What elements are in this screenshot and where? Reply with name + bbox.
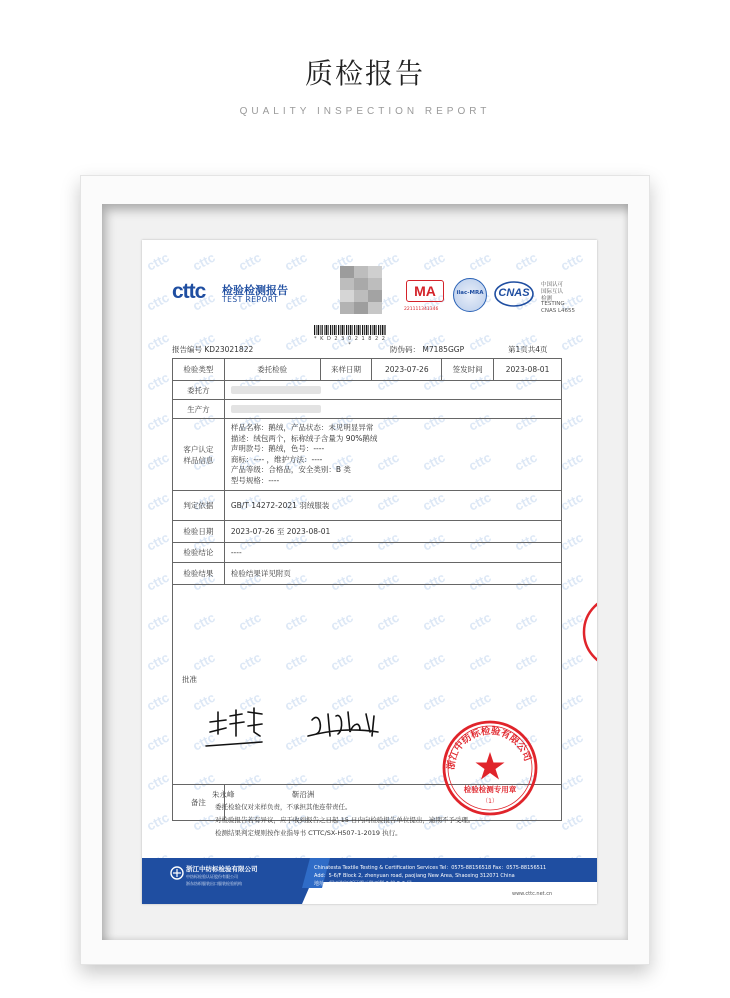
cnas-line-3: 检测 xyxy=(541,296,553,302)
cma-mark: MA xyxy=(406,280,444,302)
cell-value: 委托检验 xyxy=(224,359,320,381)
partial-seal xyxy=(580,592,597,672)
cell-label: 签发时间 xyxy=(442,359,494,381)
remark-line: 检测结果判定规则按作业指导书 CTTC/SX-H507-1-2019 执行。 xyxy=(215,829,402,837)
redacted-manufacturer xyxy=(224,400,561,419)
footer-company-sub-1: 中纺标检验认证股份有限公司 xyxy=(186,874,238,879)
official-seal xyxy=(440,718,540,818)
table-row xyxy=(173,419,562,491)
cnas-line-5: CNAS L4655 xyxy=(541,308,576,314)
cnas-label: CNAS xyxy=(498,287,530,299)
sample-line: 样品名称：鹅绒，产品状态：未见明显异常 xyxy=(230,423,374,432)
cnas-line-1: 中国认可 xyxy=(541,282,564,288)
table-row xyxy=(173,563,562,585)
cell-label: 检验结果 xyxy=(173,563,225,585)
footer-url: www.cttc.net.cn xyxy=(512,891,553,897)
svg-text:检验检测专用章: 检验检测专用章 xyxy=(463,785,517,794)
report-number: 报告编号 KD23021822 xyxy=(172,345,254,354)
cell-label: 委托方 xyxy=(173,381,225,400)
sample-line: 产品等级：合格品，安全类别：B 类 xyxy=(230,465,351,474)
cma-number: 221111341346 xyxy=(404,307,439,312)
sample-line: 商标：---- ，维护方法：---- xyxy=(230,454,323,464)
svg-text:（1）: （1） xyxy=(482,798,498,805)
cell-label: 检验结论 xyxy=(173,543,225,563)
remark-line: 对检验报告若有异议，应于收到报告之日起 15 日内向检验报告单位提出，逾期不予受理。 xyxy=(215,816,475,824)
cell-label: 检验日期 xyxy=(173,521,225,543)
cttc-logo-word: cttc xyxy=(172,280,206,303)
table-row xyxy=(173,491,562,521)
ilac-mra-mark xyxy=(453,278,487,312)
footer-company-sub-2: 浙东纺织服装出口服装检验机构 xyxy=(186,881,242,886)
sample-line: 型号规格：---- xyxy=(230,475,280,485)
sample-line: 声明款号：鹅绒，色号：---- xyxy=(230,444,325,453)
footer-line-1: Chinatesta Textile Testing & Certification Services Tel：0575-88156518 Fax：0575-88156511 xyxy=(314,865,547,871)
cell-value: 检验结果详见附页 xyxy=(224,563,561,585)
logo-cn-text: 检验检测报告 xyxy=(222,284,288,297)
cnas-line-2: 国际互认 xyxy=(541,289,564,295)
footer-company-cn: 浙江中纺标检验有限公司 xyxy=(186,865,258,873)
cell-label: 判定依据 xyxy=(173,491,225,521)
signer-name-1: 朱永峰 xyxy=(212,790,235,799)
table-row xyxy=(173,521,562,543)
test-report-document xyxy=(142,240,597,904)
barcode-number: * K D 2 3 0 2 1 8 2 2 * xyxy=(314,336,386,348)
sample-info xyxy=(224,419,561,491)
barcode xyxy=(314,325,386,335)
ilac-mra-label: ilac-MRA xyxy=(456,290,484,296)
qr-code xyxy=(340,266,382,314)
company-logo-icon xyxy=(170,866,184,880)
approve-label: 批准 xyxy=(182,675,197,684)
cnas-mark xyxy=(494,281,534,307)
cell-label: 生产方 xyxy=(173,400,225,419)
svg-text:浙江中纺标检验有限公司: 浙江中纺标检验有限公司 xyxy=(445,725,533,771)
cell-value: 2023-07-26 至 2023-08-01 xyxy=(224,521,561,543)
cnas-line-4: TESTING xyxy=(541,301,565,307)
cttc-logo xyxy=(172,280,288,304)
cell-label: 检验类型 xyxy=(173,359,225,381)
table-row xyxy=(173,400,562,419)
sample-line: 描述：绒包两个，标称绒子含量为 90%鹅绒 xyxy=(230,433,378,443)
redacted-client xyxy=(224,381,561,400)
handwritten-signatures xyxy=(202,702,422,762)
cell-label: 备注 xyxy=(173,785,225,821)
table-row xyxy=(173,543,562,563)
cell-value: 2023-07-26 xyxy=(372,359,442,381)
footer-line-3: 地址：绍兴袍江新区震元路西侧 2 幢 5-6 层 xyxy=(314,881,412,887)
cell-label: 客户认定 样品信息 xyxy=(173,419,225,491)
anti-fake-code: 防伪码： M7185GGP xyxy=(390,345,465,354)
logo-en-text: TEST REPORT xyxy=(222,295,279,304)
page-info: 第1页共4页 xyxy=(508,345,548,354)
signer-name-2: 靳沿洲 xyxy=(292,790,315,799)
cell-value: GB/T 14272-2021 羽绒服装 xyxy=(224,491,561,521)
page-subtitle: QUALITY INSPECTION REPORT xyxy=(239,106,491,117)
remark-line: 委托检验仅对来样负责，不承担其他连带责任。 xyxy=(215,803,352,811)
footer-line-2: Add：5-6/F Block 2, zhenyuan road, paojiang New Area, Shaoxing 312071 China xyxy=(314,873,515,879)
cell-value: ---- xyxy=(224,543,561,563)
table-row xyxy=(173,381,562,400)
cell-label: 来样日期 xyxy=(320,359,372,381)
cell-value: 2023-08-01 xyxy=(494,359,562,381)
table-row xyxy=(173,359,562,381)
page-title: 质检报告 xyxy=(304,57,425,90)
